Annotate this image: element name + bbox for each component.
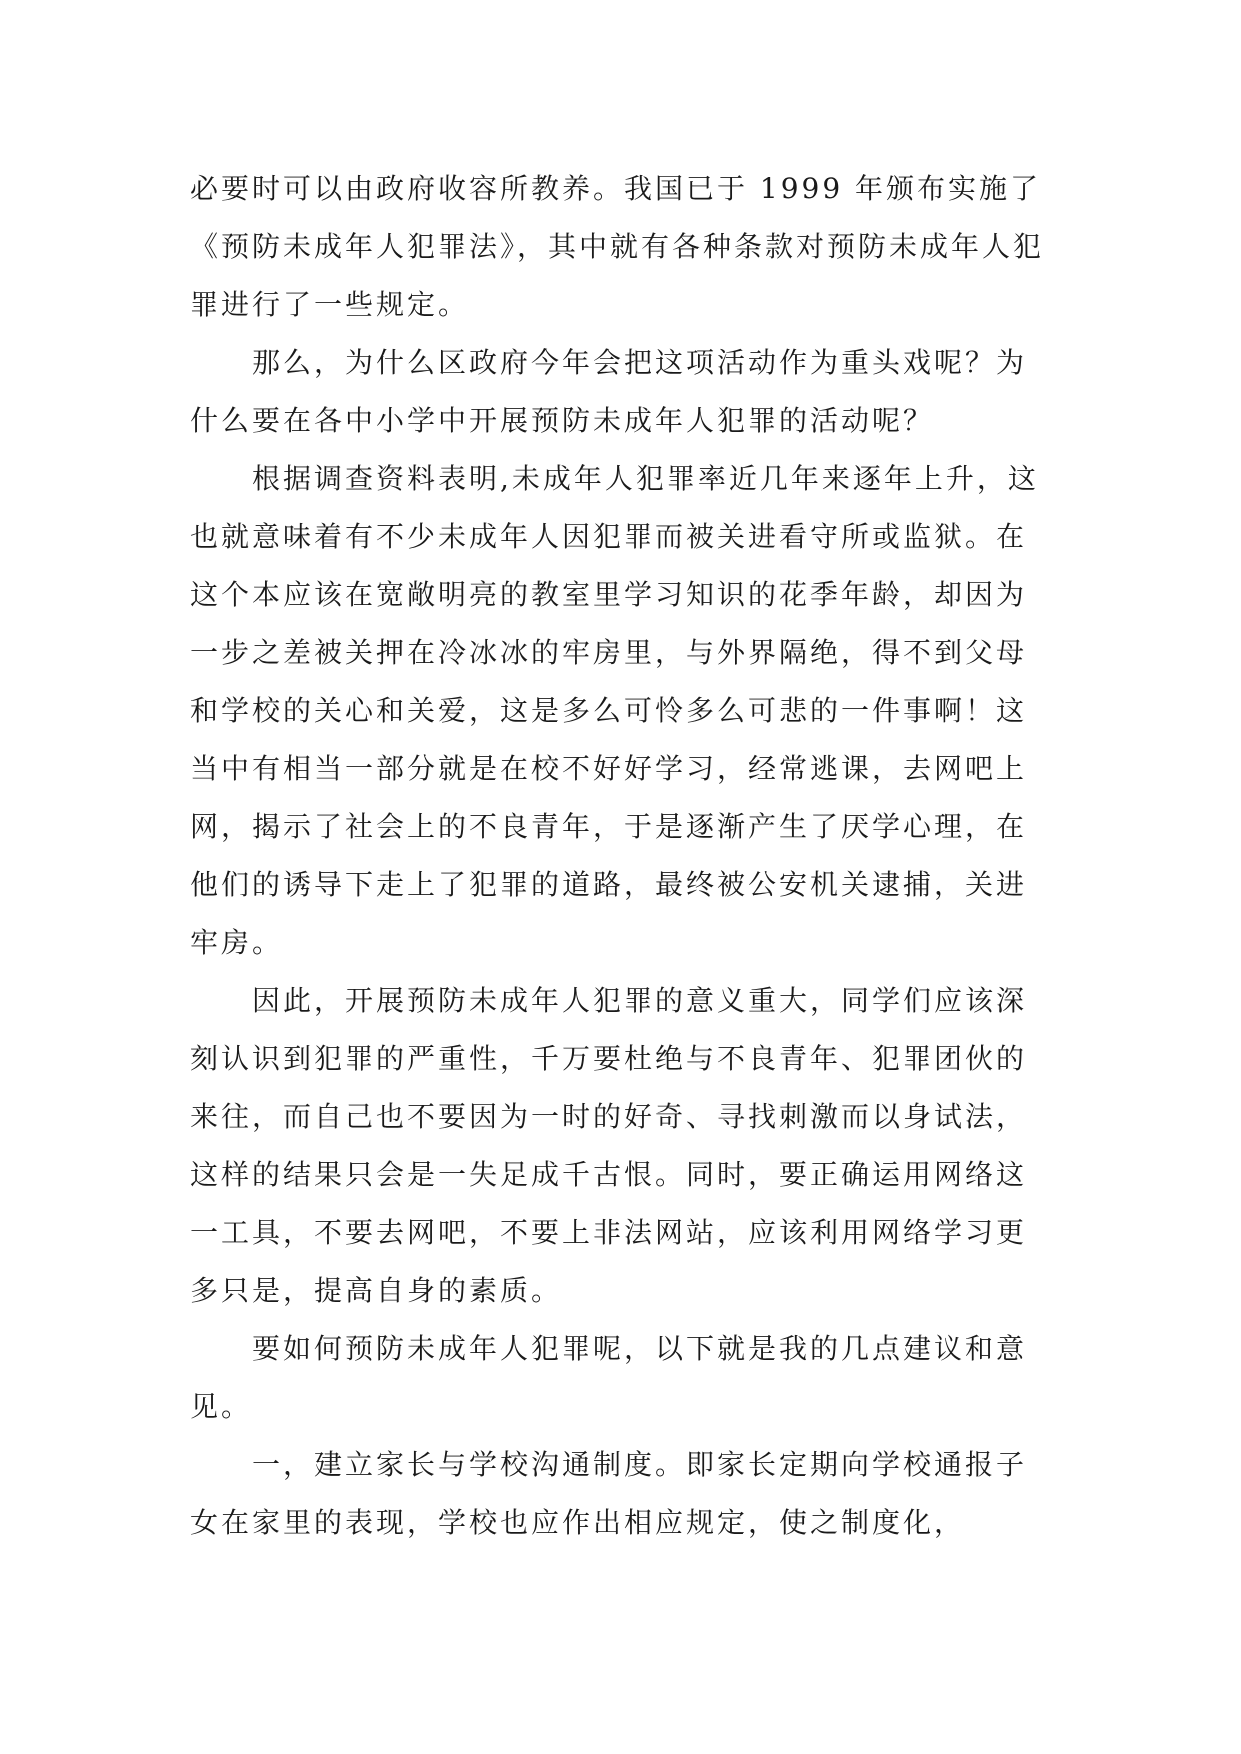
paragraph-5: 要如何预防未成年人犯罪呢，以下就是我的几点建议和意见。 — [190, 1332, 1028, 1423]
document-body — [190, 160, 1050, 1552]
paragraph-1: 必要时可以由政府收容所教养。我国已于 1999 年颁布实施了《预防未成年人犯罪法》，其中就有各种条款对预防未成年人犯罪进行了一些规定。 — [190, 172, 1045, 321]
paragraph-6: 一，建立家长与学校沟通制度。即家长定期向学校通报子女在家里的表现，学校也应作出相应规定，使之制度化， — [190, 1448, 1028, 1539]
paragraph-3: 根据调查资料表明,未成年人犯罪率近几年来逐年上升，这也就意味着有不少未成年人因犯罪而被关进看守所或监狱。在这个本应该在宽敞明亮的教室里学习知识的花季年龄，却因为一步之差被关押在冷冰冰的牢房里，与外界隔绝，得不到父母和学校的关心和关爱，这是多么可怜多么可悲的一件事啊！这当中有相当一部分就是在校不好好学习，经常逃课，去网吧上网，揭示了社会上的不良青年，于是逐渐产生了厌学心理，在他们的诱导下走上了犯罪的道路，最终被公安机关逮捕，关进牢房。 — [190, 462, 1039, 959]
paragraph-4: 因此，开展预防未成年人犯罪的意义重大，同学们应该深刻认识到犯罪的严重性，千万要杜绝与不良青年、犯罪团伙的来往，而自己也不要因为一时的好奇、寻找刺激而以身试法，这样的结果只会是一失足成千古恨。同时，要正确运用网络这一工具，不要去网吧，不要上非法网站，应该利用网络学习更多只是，提高自身的素质。 — [190, 984, 1028, 1307]
paragraph-2: 那么，为什么区政府今年会把这项活动作为重头戏呢？为什么要在各中小学中开展预防未成年人犯罪的活动呢？ — [190, 346, 1028, 437]
